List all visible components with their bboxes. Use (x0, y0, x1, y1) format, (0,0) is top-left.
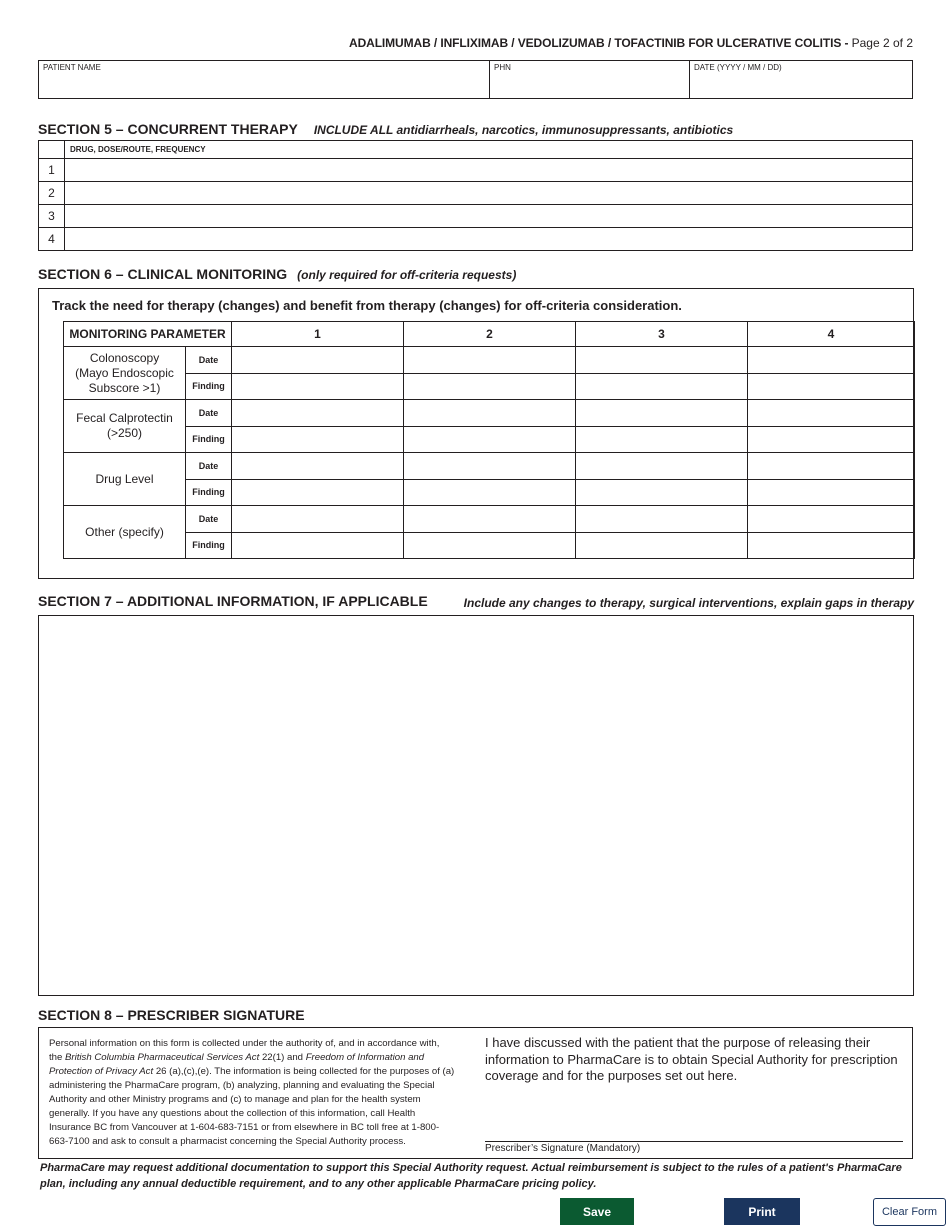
privacy-act-name: British Columbia Pharmaceutical Services Act (65, 1052, 260, 1063)
signature-line[interactable] (485, 1141, 903, 1142)
sub-label-date: Date (186, 506, 232, 533)
table-row (64, 479, 915, 506)
entry-cell[interactable] (232, 426, 404, 453)
entry-cell[interactable] (404, 453, 576, 480)
table-row (64, 426, 915, 453)
column-header-3: 3 (576, 322, 748, 347)
entry-cell[interactable] (576, 532, 748, 559)
table-row (39, 205, 913, 228)
drug-cell (65, 205, 913, 228)
form-title: ADALIMUMAB / INFLIXIMAB / VEDOLIZUMAB / TOFACTINIB FOR ULCERATIVE COLITIS - (349, 36, 852, 50)
date-box (689, 60, 913, 99)
drug-input-4[interactable] (65, 228, 912, 250)
drug-cell (65, 182, 913, 205)
column-header-2: 2 (404, 322, 576, 347)
entry-cell[interactable] (404, 347, 576, 374)
section7-heading (38, 593, 914, 611)
table-row (39, 228, 913, 251)
entry-cell[interactable] (576, 347, 748, 374)
section6-title: SECTION 6 – CLINICAL MONITORING (38, 266, 288, 282)
patient-name-label: PATIENT NAME (43, 63, 101, 72)
section8-heading (38, 1007, 305, 1025)
drug-input-1[interactable] (65, 159, 912, 181)
concurrent-therapy-table (38, 140, 913, 251)
row-number: 4 (39, 228, 65, 251)
entry-cell[interactable] (232, 453, 404, 480)
drug-input-3[interactable] (65, 205, 912, 227)
page-indicator: Page 2 of 2 (851, 36, 913, 50)
row-number: 1 (39, 159, 65, 182)
privacy-text: 26 (a),(c),(e). The information is being collected for the purposes of (a) administering the PharmaCare program, (b) analyzing, planning and evaluating the Special Authority and other Ministry programs and (c) to manage and plan for the health system generally. If you have any questions about the collection of this information, call Health Insurance BC from Vancouver at 1-604-683-7151 or from elsewhere in BC toll free at 1-800-663-7100 and ask to consult a pharmacist concerning the Special Authority process. (49, 1066, 455, 1147)
entry-cell[interactable] (576, 479, 748, 506)
entry-cell[interactable] (748, 426, 915, 453)
monitoring-parameter-header: MONITORING PARAMETER (64, 322, 232, 347)
phn-box (489, 60, 690, 99)
pharmacare-footnote: PharmaCare may request additional documentation to support this Special Authority request. Actual reimbursement is subject to the rules of a patient's PharmaCare plan, including any annual deductible requirement, and to any other applicable PharmaCare pricing policy. (40, 1162, 902, 1190)
table-row (64, 400, 915, 427)
entry-cell[interactable] (576, 506, 748, 533)
privacy-act-name: Freedom of Information and Protection of Privacy Act (49, 1052, 425, 1077)
entry-cell[interactable] (748, 479, 915, 506)
entry-cell[interactable] (576, 426, 748, 453)
entry-cell[interactable] (576, 373, 748, 400)
section5-title: SECTION 5 – CONCURRENT THERAPY (38, 121, 298, 137)
entry-cell[interactable] (404, 506, 576, 533)
privacy-text: Personal information on this form is collected under the authority of, and in accordance with, the (49, 1038, 440, 1063)
prescriber-declaration: I have discussed with the patient that the purpose of releasing their information to PharmaCare is to obtain Special Authority for prescription coverage and for the purposes set out here. (485, 1035, 898, 1083)
sub-label-finding: Finding (186, 373, 232, 400)
entry-cell[interactable] (404, 532, 576, 559)
section5-heading (38, 121, 733, 139)
entry-cell[interactable] (232, 479, 404, 506)
entry-cell[interactable] (404, 479, 576, 506)
entry-cell[interactable] (748, 400, 915, 427)
monitoring-table (63, 321, 915, 559)
sub-label-date: Date (186, 453, 232, 480)
param-fecal-calprotectin: Fecal Calprotectin (>250) (64, 400, 186, 453)
entry-cell[interactable] (748, 453, 915, 480)
privacy-notice (49, 1037, 455, 1149)
entry-cell[interactable] (232, 373, 404, 400)
save-button[interactable]: Save (560, 1198, 634, 1225)
patient-name-box (38, 60, 490, 99)
entry-cell[interactable] (576, 453, 748, 480)
drug-cell (65, 228, 913, 251)
sub-label-finding: Finding (186, 426, 232, 453)
monitoring-intro: Track the need for therapy (changes) and benefit from therapy (changes) for off-criteria consideration. (52, 298, 682, 313)
privacy-text: 22(1) and (259, 1052, 306, 1063)
entry-cell[interactable] (232, 400, 404, 427)
section6-note: (only required for off-criteria requests) (297, 268, 517, 282)
clinical-monitoring-box (38, 288, 914, 579)
column-header-1: 1 (232, 322, 404, 347)
param-colonoscopy: Colonoscopy (Mayo Endoscopic Subscore >1) (64, 347, 186, 400)
table-row (64, 532, 915, 559)
entry-cell[interactable] (748, 532, 915, 559)
entry-cell[interactable] (232, 506, 404, 533)
section7-note: Include any changes to therapy, surgical interventions, explain gaps in therapy (463, 596, 914, 610)
prescriber-signature-box (38, 1027, 913, 1159)
entry-cell[interactable] (404, 426, 576, 453)
entry-cell[interactable] (748, 506, 915, 533)
entry-cell[interactable] (748, 373, 915, 400)
table-corner (39, 141, 65, 159)
row-number: 2 (39, 182, 65, 205)
drug-input-2[interactable] (65, 182, 912, 204)
column-header-4: 4 (748, 322, 915, 347)
phn-label: PHN (494, 63, 511, 72)
table-row (64, 347, 915, 374)
entry-cell[interactable] (232, 347, 404, 374)
section7-title: SECTION 7 – ADDITIONAL INFORMATION, IF APPLICABLE (38, 593, 428, 609)
date-input[interactable] (694, 75, 908, 95)
entry-cell[interactable] (232, 532, 404, 559)
section6-heading (38, 266, 516, 284)
table-row (39, 159, 913, 182)
entry-cell[interactable] (404, 373, 576, 400)
sub-label-finding: Finding (186, 479, 232, 506)
drug-cell (65, 159, 913, 182)
section5-note: INCLUDE ALL antidiarrheals, narcotics, immunosuppressants, antibiotics (313, 123, 734, 137)
param-other: Other (specify) (64, 506, 186, 559)
sub-label-date: Date (186, 400, 232, 427)
print-button[interactable]: Print (724, 1198, 800, 1225)
date-label: DATE (YYYY / MM / DD) (694, 63, 782, 72)
signature-label: Prescriber’s Signature (Mandatory) (485, 1143, 641, 1154)
entry-cell[interactable] (404, 400, 576, 427)
additional-info-box (38, 615, 914, 996)
param-drug-level: Drug Level (64, 453, 186, 506)
table-row (39, 182, 913, 205)
clear-form-button[interactable]: Clear Form (873, 1198, 946, 1226)
entry-cell[interactable] (576, 400, 748, 427)
sub-label-finding: Finding (186, 532, 232, 559)
additional-info-textarea[interactable] (39, 616, 913, 995)
form-header (38, 36, 913, 50)
phn-input[interactable] (494, 75, 685, 95)
table-row (64, 506, 915, 533)
table-row (64, 373, 915, 400)
sub-label-date: Date (186, 347, 232, 374)
drug-column-header: DRUG, DOSE/ROUTE, FREQUENCY (65, 141, 913, 159)
patient-name-input[interactable] (43, 75, 485, 95)
section8-title: SECTION 8 – PRESCRIBER SIGNATURE (38, 1007, 305, 1023)
row-number: 3 (39, 205, 65, 228)
entry-cell[interactable] (748, 347, 915, 374)
table-row (64, 453, 915, 480)
